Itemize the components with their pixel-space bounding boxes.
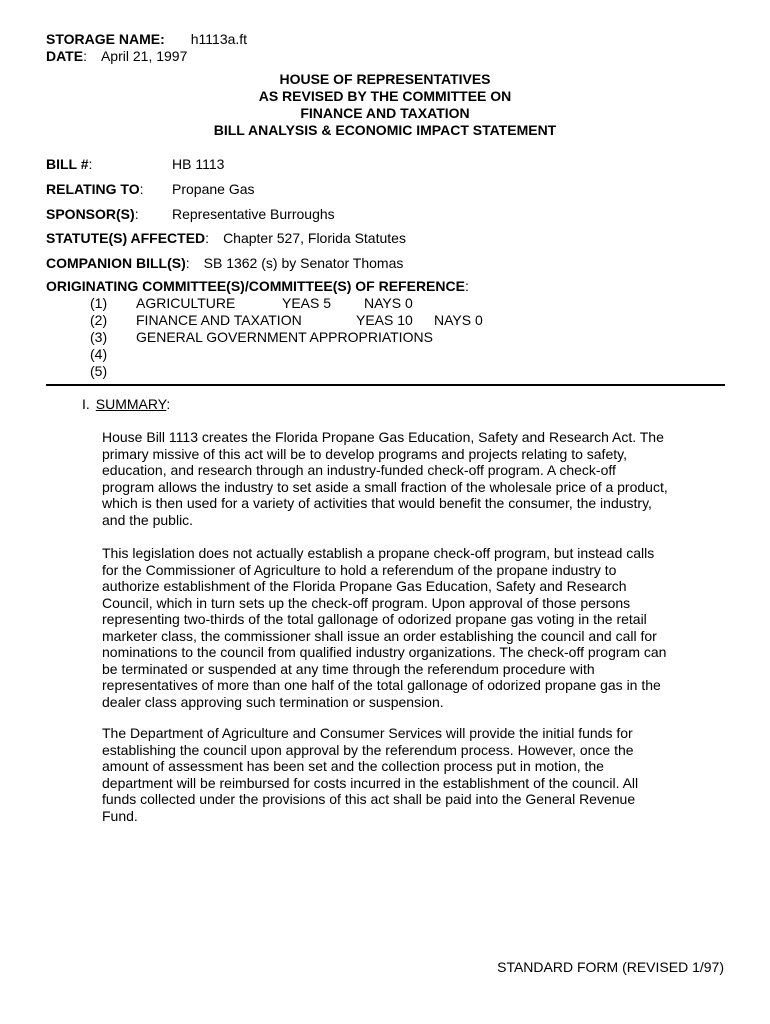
section-divider <box>46 384 725 386</box>
storage-name-value: h1113a.ft <box>190 31 248 47</box>
summary-title: SUMMARY <box>95 396 167 412</box>
companion-label: COMPANION BILL(S) <box>46 255 186 271</box>
committee-nays: NAYS 0 <box>434 312 483 328</box>
committee-number: (5) <box>90 363 108 379</box>
summary-paragraph-2: This legislation does not actually establish a propane check-off program, but instead calls for the Commissioner of Agriculture to hold a referendum of the propane industry to authorize establishment of the Florida Propane Gas Education, Safety and Research Council, which in turn sets up the check-off program. Upon approval of those persons representing two-thirds of the total gallonage of odorized propane gas voting in the retail marketer class, the commissioner shall issue an order establishing the council and call for nominations to the council from qualified industry organizations. The check-off program can be terminated or suspended at any time through the referendum procedure with representatives of more than one half of the total gallonage of odorized propane gas in the dealer class approving such termination or suspension. <box>102 545 667 710</box>
committee-name: AGRICULTURE <box>136 295 236 311</box>
committee-nays: NAYS 0 <box>364 295 413 311</box>
date-label: DATE <box>46 48 84 64</box>
summary-paragraph-1: House Bill 1113 creates the Florida Propane Gas Education, Safety and Research Act. The primary missive of this act will be to develop programs and projects relating to safety, education, and research through an industry-funded check-off program. A check-off program allows the industry to set aside a small fraction of the wholesale price of a product, which is then used for a variety of activities that would benefit the consumer, the industry, and the public. <box>102 429 668 528</box>
heading-line-1: HOUSE OF REPRESENTATIVES <box>279 71 491 87</box>
committee-yeas: YEAS 10 <box>356 312 413 328</box>
summary-heading: I. SUMMARY: <box>82 396 171 412</box>
originating-committees-heading: ORIGINATING COMMITTEE(S)/COMMITTEE(S) OF REFERENCE: <box>46 278 469 294</box>
heading-line-4: BILL ANALYSIS & ECONOMIC IMPACT STATEMENT <box>213 122 557 138</box>
originating-label: ORIGINATING COMMITTEE(S)/COMMITTEE(S) OF REFERENCE <box>46 278 465 294</box>
relating-to-row: RELATING TO: Propane Gas <box>46 181 255 197</box>
storage-name-label: STORAGE NAME <box>46 31 161 47</box>
companion-value: SB 1362 (s) by Senator Thomas <box>203 255 404 271</box>
document-heading <box>0 71 770 139</box>
bill-number-label: BILL # <box>46 156 89 172</box>
committee-number: (3) <box>90 329 108 345</box>
committee-name: FINANCE AND TAXATION <box>136 312 302 328</box>
sponsor-row: SPONSOR(S): Representative Burroughs <box>46 206 335 222</box>
statutes-value: Chapter 527, Florida Statutes <box>223 230 406 246</box>
bill-number-value: HB 1113 <box>172 156 225 172</box>
storage-name-row: STORAGE NAME: h1113a.ft <box>46 31 248 47</box>
committee-yeas: YEAS 5 <box>282 295 332 311</box>
date-value: April 21, 1997 <box>100 48 188 64</box>
heading-line-3: FINANCE AND TAXATION <box>300 105 470 121</box>
standard-form-footer: STANDARD FORM (REVISED 1/97) <box>497 959 724 975</box>
statutes-row: STATUTE(S) AFFECTED: Chapter 527, Florida Statutes <box>46 230 406 246</box>
statutes-label: STATUTE(S) AFFECTED <box>46 230 206 246</box>
summary-numeral: I. <box>82 396 90 412</box>
committee-number: (2) <box>90 312 108 328</box>
relating-to-value: Propane Gas <box>172 181 255 197</box>
committee-number: (1) <box>90 295 108 311</box>
document-meta <box>46 31 247 65</box>
sponsor-label: SPONSOR(S) <box>46 206 135 222</box>
bill-number-row: BILL #: HB 1113 <box>46 156 225 172</box>
heading-line-2: AS REVISED BY THE COMMITTEE ON <box>258 88 512 104</box>
committee-name: GENERAL GOVERNMENT APPROPRIATIONS <box>136 329 433 345</box>
companion-row: COMPANION BILL(S): SB 1362 (s) by Senator Thomas <box>46 255 404 271</box>
summary-paragraph-3: The Department of Agriculture and Consumer Services will provide the initial funds for establishing the council upon approval by the referendum process. However, once the amount of assessment has been set and the collection process put in motion, the department will be reimbursed for costs incurred in the establishment of the council. All funds collected under the provisions of this act shall be paid into the General Revenue Fund. <box>102 725 639 824</box>
date-row: DATE: April 21, 1997 <box>46 48 188 64</box>
sponsor-value: Representative Burroughs <box>172 206 335 222</box>
relating-to-label: RELATING TO <box>46 181 140 197</box>
committee-number: (4) <box>90 346 108 362</box>
